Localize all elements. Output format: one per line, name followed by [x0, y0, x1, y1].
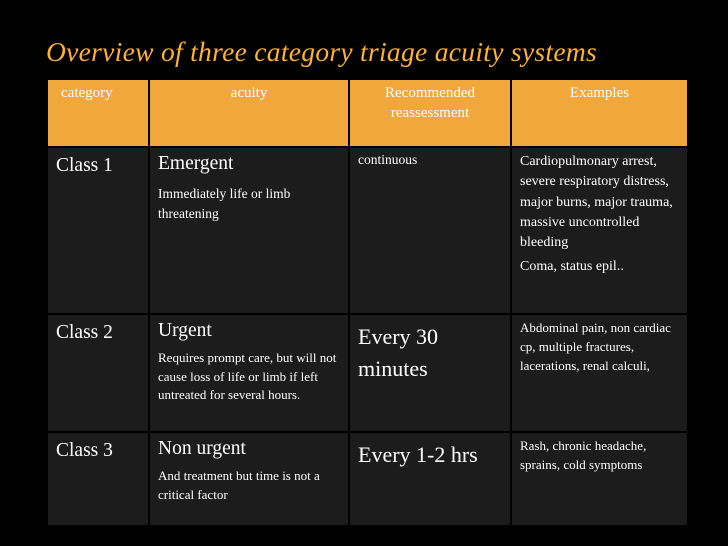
header-reassessment: Recommended reassessment	[349, 79, 511, 147]
acuity-label: Non urgent	[158, 438, 246, 459]
acuity-cell	[149, 314, 349, 432]
category-cell: Class 1	[47, 147, 149, 314]
header-category: category	[47, 79, 149, 147]
reassessment-cell	[349, 147, 511, 314]
acuity-description: And treatment but time is not a critical factor	[158, 468, 320, 502]
examples-text: Cardiopulmonary arrest, severe respiratory distress, major burns, major trauma, massive uncontrolled bleeding	[520, 154, 673, 251]
examples-extra-text: Coma, status epil..	[520, 259, 624, 275]
acuity-cell	[149, 432, 349, 526]
acuity-cell	[149, 147, 349, 314]
examples-cell	[511, 314, 688, 432]
examples-text: Rash, chronic headache, sprains, cold symptoms	[520, 438, 647, 472]
slide-title: Overview of three category triage acuity systems	[46, 36, 597, 67]
reassessment-value: Every 30 minutes	[358, 324, 439, 381]
reassessment-value: Every 1-2 hrs	[358, 442, 478, 467]
table-row-class-1	[47, 147, 688, 314]
reassessment-value: continuous	[358, 152, 418, 167]
acuity-label: Urgent	[158, 320, 212, 341]
header-acuity: acuity	[149, 79, 349, 147]
examples-text: Abdominal pain, non cardiac cp, multiple fractures, lacerations, renal calculi,	[520, 320, 671, 373]
acuity-description: Immediately life or limb threatening	[158, 186, 291, 221]
reassessment-cell	[349, 432, 511, 526]
examples-cell	[511, 432, 688, 526]
triage-table	[46, 78, 689, 527]
reassessment-cell	[349, 314, 511, 432]
table-header-row	[47, 79, 688, 147]
acuity-description: Requires prompt care, but will not cause loss of life or limb if left untreated for several hours.	[158, 350, 337, 402]
category-cell: Class 3	[47, 432, 149, 526]
header-examples: Examples	[511, 79, 688, 147]
acuity-label: Emergent	[158, 153, 234, 174]
category-cell: Class 2	[47, 314, 149, 432]
table-row-class-2	[47, 314, 688, 432]
examples-cell	[511, 147, 688, 314]
table-row-class-3	[47, 432, 688, 526]
